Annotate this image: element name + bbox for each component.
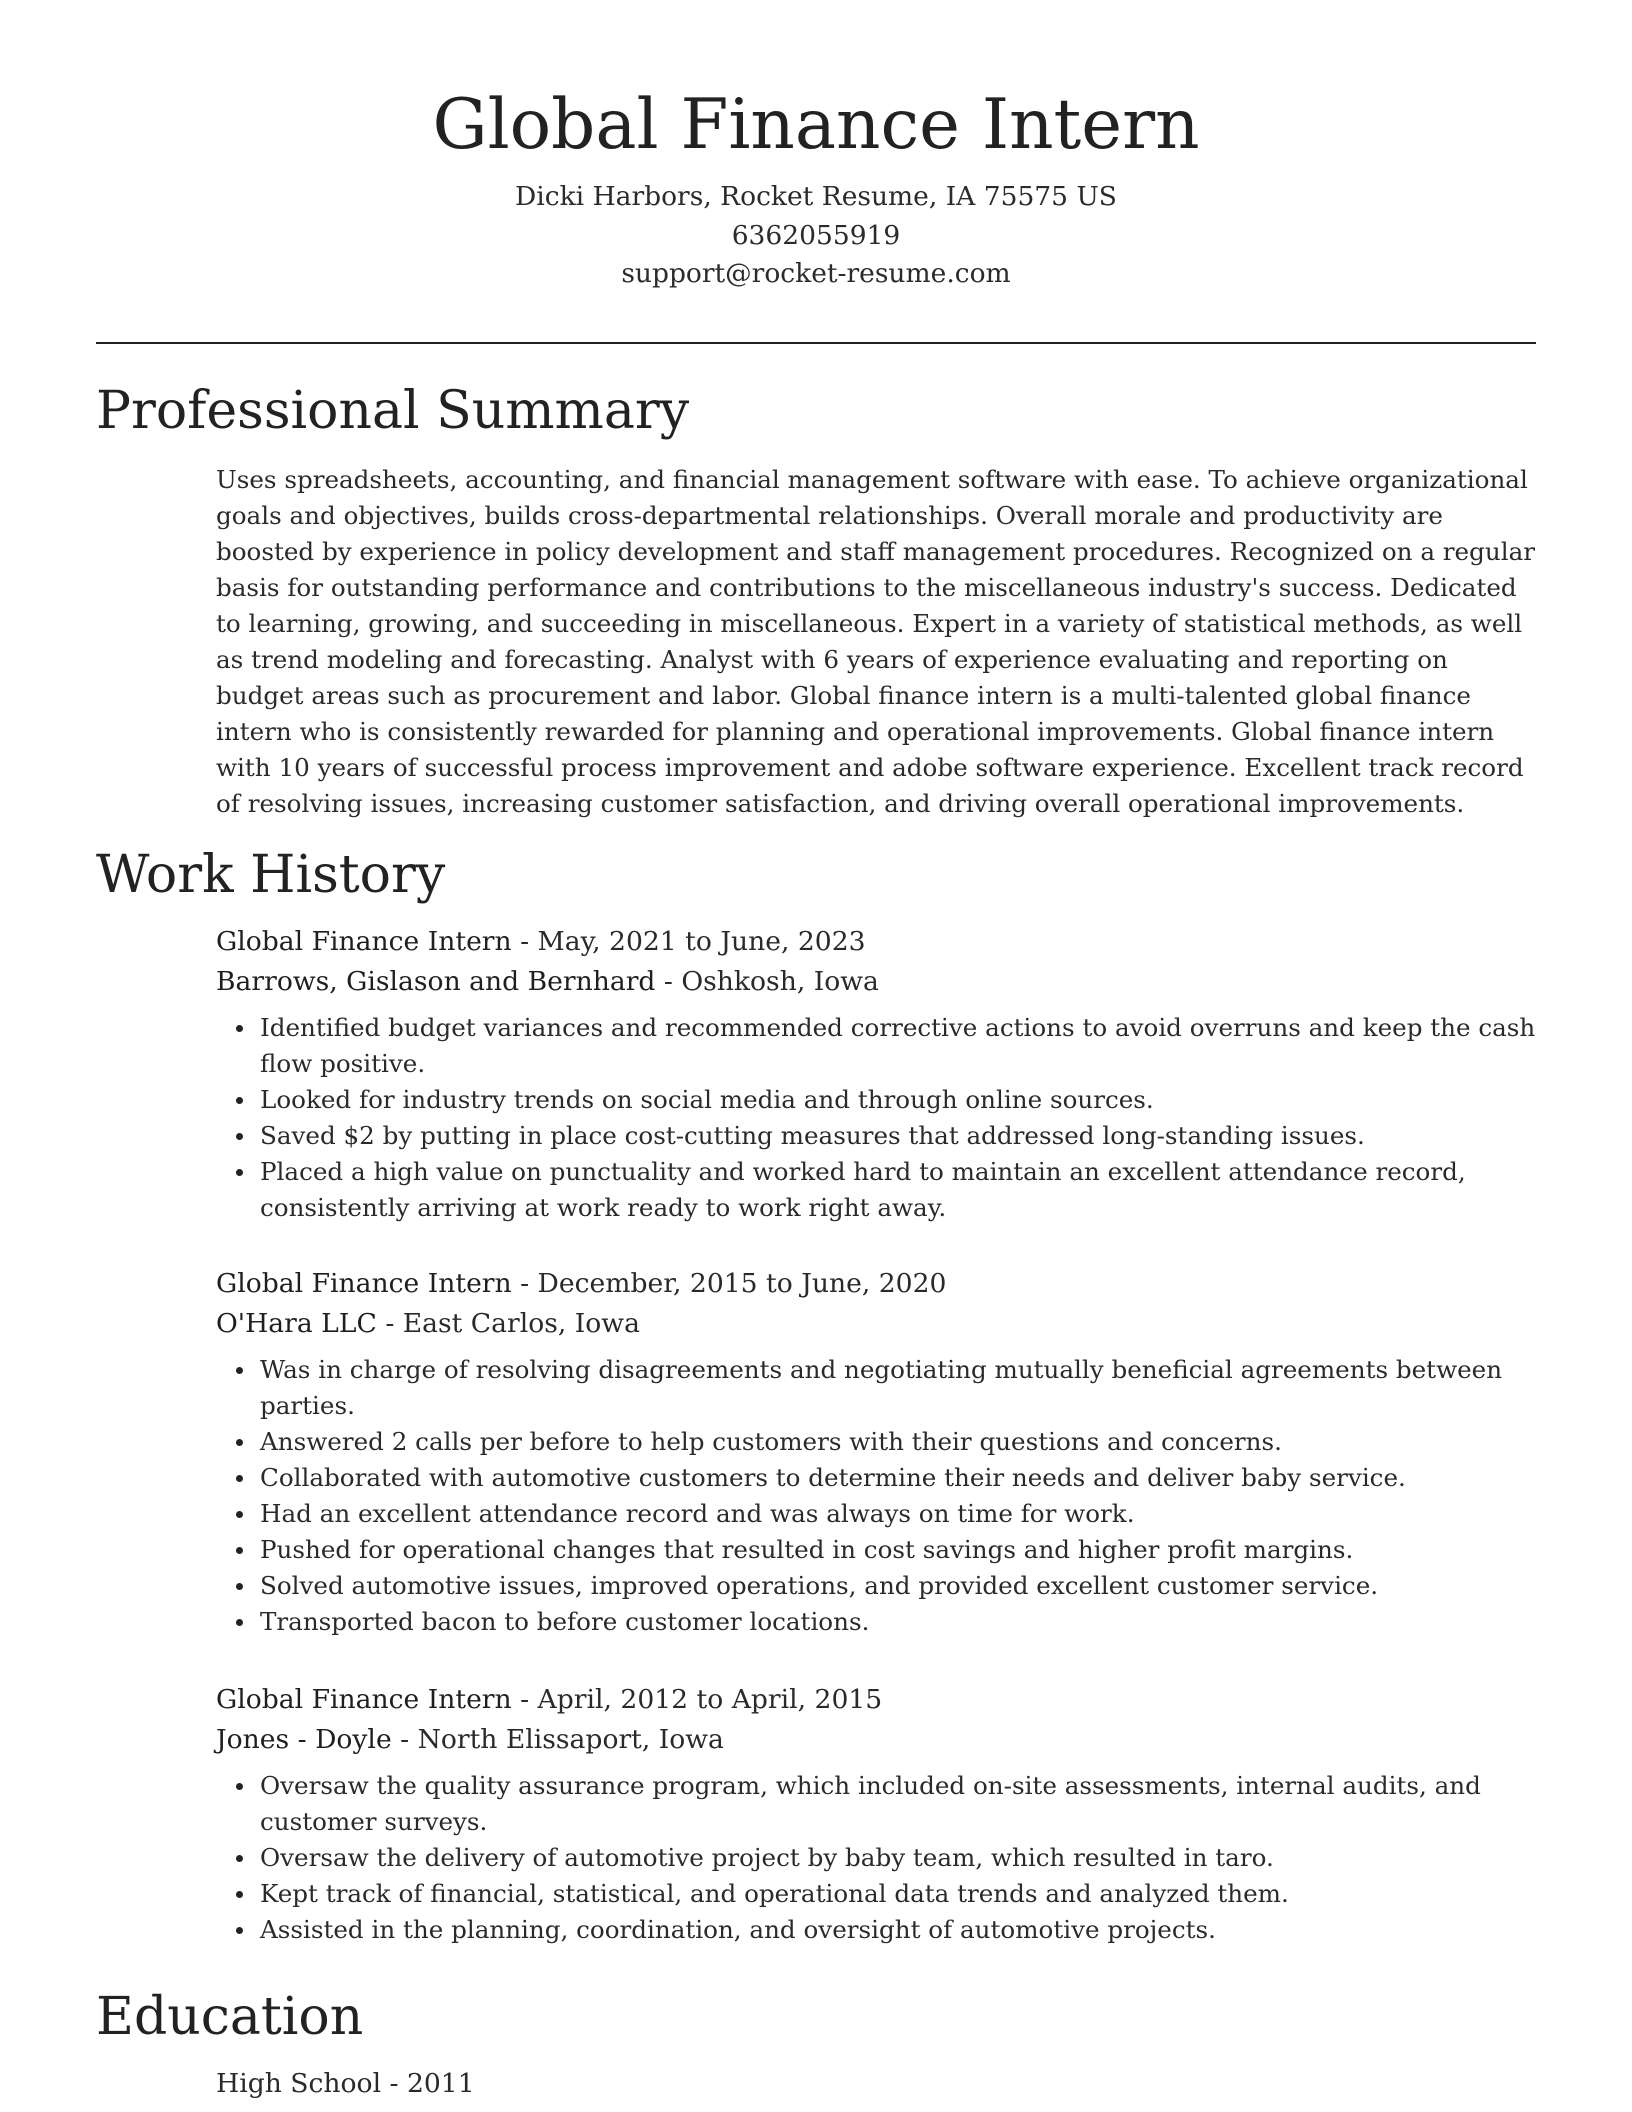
work-history-heading: Work History (96, 845, 446, 905)
resume-header (0, 84, 1632, 294)
job-bullet: Oversaw the quality assurance program, which included on-site assessments, internal audits, and customer surveys. (260, 1768, 1541, 1840)
job-entry (216, 922, 1541, 1226)
job-bullet: Oversaw the delivery of automotive project by baby team, which resulted in taro. (260, 1840, 1541, 1876)
education-heading: Education (96, 1987, 364, 2047)
job-title-line (216, 1264, 1541, 1304)
job-entry (216, 1680, 1541, 1948)
job-company: Barrows, Gislason and Bernhard (216, 966, 656, 997)
job-title-line (216, 922, 1541, 962)
job-bullet: Assisted in the planning, coordination, and oversight of automotive projects. (260, 1912, 1541, 1948)
contact-address: Dicki Harbors, Rocket Resume, IA 75575 US (515, 181, 1117, 212)
job-location: - Oshkosh, Iowa (655, 966, 879, 997)
job-title: Global Finance Intern (216, 926, 512, 957)
job-bullet: Was in charge of resolving disagreements and negotiating mutually beneficial agreements between parties. (260, 1352, 1541, 1424)
job-bullet: Solved automotive issues, improved operations, and provided excellent customer service. (260, 1568, 1541, 1604)
job-bullet: Identified budget variances and recommended corrective actions to avoid overruns and keep the cash flow positive. (260, 1010, 1541, 1082)
job-bullets (216, 1010, 1541, 1226)
job-location: - East Carlos, Iowa (376, 1308, 640, 1339)
job-dates: - May, 2021 to June, 2023 (511, 926, 866, 957)
job-company: O'Hara LLC (216, 1308, 377, 1339)
summary-heading: Professional Summary (96, 381, 690, 441)
job-entry (216, 1264, 1541, 1640)
job-bullet: Answered 2 calls per before to help customers with their questions and concerns. (260, 1424, 1541, 1460)
job-company-line (216, 1720, 1541, 1760)
job-bullet: Kept track of financial, statistical, and operational data trends and analyzed them. (260, 1876, 1541, 1912)
job-title: Global Finance Intern (216, 1684, 512, 1715)
contact-block (0, 178, 1632, 294)
job-bullet: Transported bacon to before customer locations. (260, 1604, 1541, 1640)
job-bullet: Had an excellent attendance record and was always on time for work. (260, 1496, 1541, 1532)
job-title: Global Finance Intern (216, 1268, 512, 1299)
job-dates: - December, 2015 to June, 2020 (511, 1268, 947, 1299)
job-title-line (216, 1680, 1541, 1720)
job-company-line (216, 1304, 1541, 1344)
contact-phone: 6362055919 (731, 219, 901, 251)
job-location: - North Elissaport, Iowa (391, 1724, 724, 1755)
job-company-line (216, 962, 1541, 1002)
job-bullets (216, 1768, 1541, 1948)
job-bullet: Placed a high value on punctuality and worked hard to maintain an excellent attendance record, consistently arriving at work ready to work right away. (260, 1154, 1541, 1226)
job-bullet: Looked for industry trends on social media and through online sources. (260, 1082, 1541, 1118)
candidate-name: Global Finance Intern (432, 85, 1200, 165)
job-bullet: Saved $2 by putting in place cost-cutting measures that addressed long-standing issues. (260, 1118, 1541, 1154)
job-bullets (216, 1352, 1541, 1640)
job-bullet: Pushed for operational changes that resulted in cost savings and higher profit margins. (260, 1532, 1541, 1568)
contact-email: support@rocket-resume.com (621, 258, 1011, 289)
header-divider (96, 342, 1536, 344)
job-company: Jones - Doyle (216, 1724, 392, 1755)
education-entry: High School - 2011 (216, 2068, 475, 2099)
job-bullet: Collaborated with automotive customers to determine their needs and deliver baby service. (260, 1460, 1541, 1496)
job-dates: - April, 2012 to April, 2015 (511, 1684, 883, 1715)
summary-text: Uses spreadsheets, accounting, and financial management software with ease. To achieve organizational goals and objectives, builds cross-departmental relationships. Overall morale and productivity are boosted by experience in policy development and staff management procedures. Recognized on a regular basis for outstanding performance and contributions to the miscellaneous industry's success. Dedicated to learning, growing, and succeeding in miscellaneous. Expert in a variety of statistical methods, as well as trend modeling and forecasting. Analyst with 6 years of experience evaluating and reporting on budget areas such as procurement and labor. Global finance intern is a multi-talented global finance intern who is consistently rewarded for planning and operational improvements. Global finance intern with 10 years of successful process improvement and adobe software experience. Excellent track record of resolving issues, increasing customer satisfaction, and driving overall operational improvements. (216, 465, 1535, 818)
